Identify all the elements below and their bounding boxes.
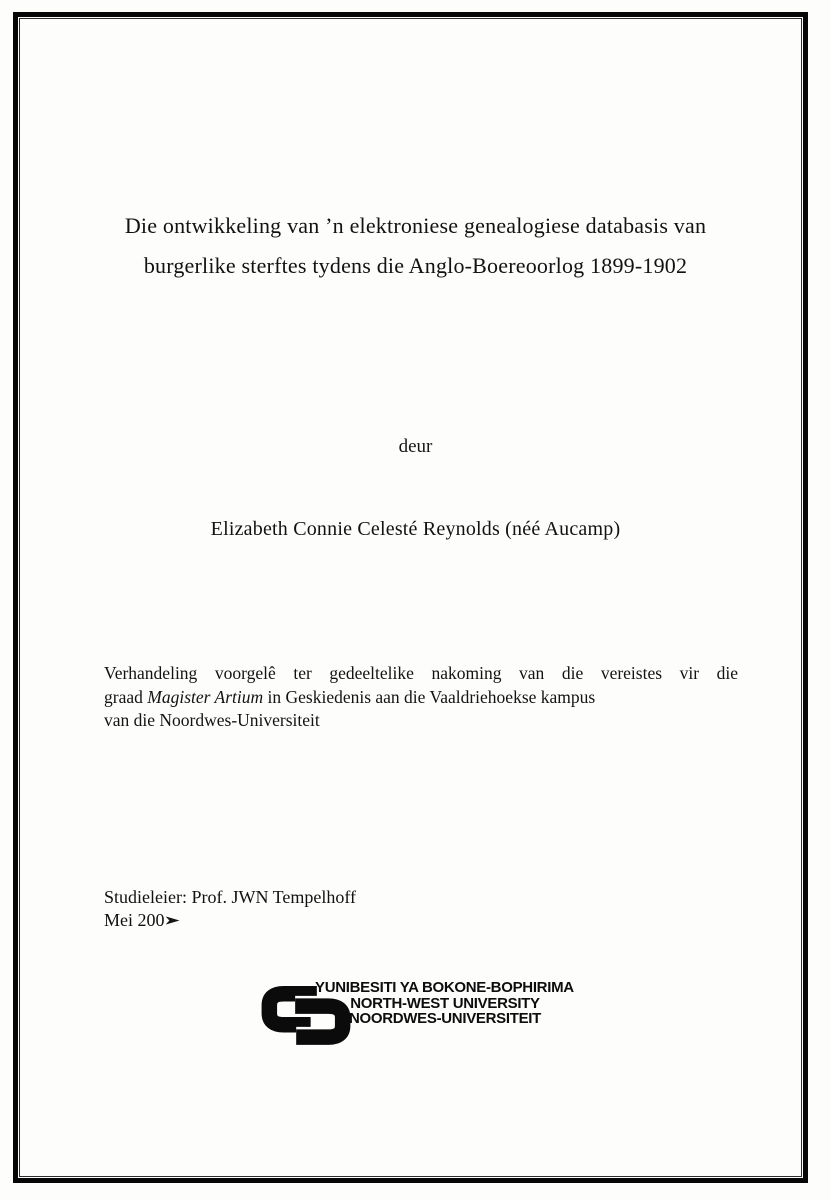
nwu-logo-wordmark: [315, 980, 575, 1027]
date-line: [104, 909, 356, 932]
nwu-name-setswana: YUNIBESITI YA BOKONE-BOPHIRIMA: [315, 979, 574, 996]
date-digit-seven-glyph: [166, 915, 180, 926]
degree-statement-line-3: van die Noordwes-Universiteit: [104, 710, 320, 730]
degree-statement-line-2-prefix: graad: [104, 686, 148, 707]
degree-name-italic: Magister Artium: [147, 686, 264, 707]
author-name: Elizabeth Connie Celesté Reynolds (néé Aucamp): [210, 518, 621, 540]
degree-statement-line-1: Verhandeling voorgelê ter gedeeltelike nakoming van die vereistes vir die: [104, 663, 738, 683]
nwu-name-afrikaans: NOORDWES-UNIVERSITEIT: [348, 1010, 542, 1027]
degree-statement-line-2-suffix: in Geskiedenis aan die Vaaldriehoekse kampus: [263, 686, 596, 707]
thesis-title: [0, 206, 831, 286]
supervisor-and-date: [104, 886, 356, 932]
byline-deur: deur: [398, 436, 433, 457]
date-prefix: Mei 200: [104, 910, 165, 930]
supervisor-line: Studieleier: Prof. JWN Tempelhoff: [104, 887, 357, 907]
nwu-name-english: NORTH-WEST UNIVERSITY: [350, 994, 540, 1012]
degree-statement-line-2: [104, 686, 738, 710]
degree-statement: [104, 662, 738, 733]
thesis-title-line-2: burgerlike sterftes tydens die Anglo-Boereoorlog 1899-1902: [143, 253, 688, 278]
thesis-title-line-1: Die ontwikkeling van ’n elektroniese genealogiese databasis van: [124, 213, 707, 238]
